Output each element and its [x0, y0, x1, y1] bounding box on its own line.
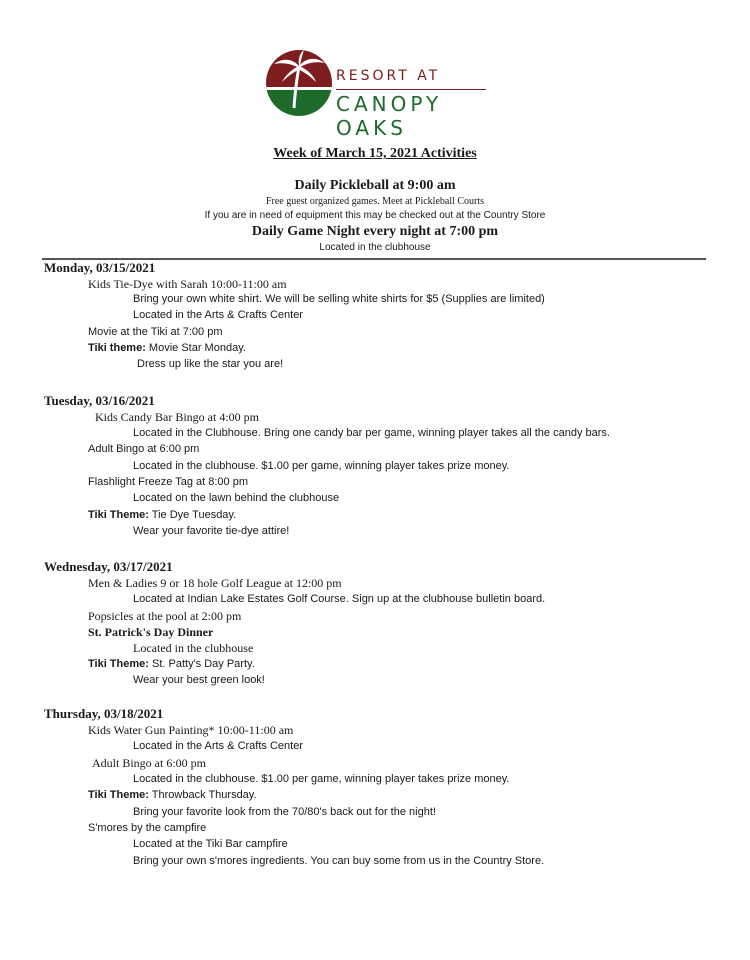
thursday-item: Adult Bingo at 6:00 pm	[92, 756, 206, 770]
thursday-detail: Bring your own s'mores ingredients. You can buy some from us in the Country Store.	[133, 855, 545, 867]
monday-item: Movie at the Tiki at 7:00 pm	[88, 326, 223, 338]
tiki-theme-label: Tiki Theme:	[88, 509, 149, 521]
tiki-theme-value: Movie Star Monday.	[145, 342, 246, 354]
monday-detail: Bring your own white shirt. We will be selling white shirts for $5 (Supplies are limited)	[133, 293, 545, 305]
tuesday-item: Flashlight Freeze Tag at 8:00 pm	[88, 476, 248, 488]
wednesday-item: Men & Ladies 9 or 18 hole Golf League at 12:00 pm	[88, 576, 342, 590]
wednesday-item: St. Patrick's Day Dinner	[88, 625, 214, 639]
tuesday-tiki-theme	[88, 509, 236, 521]
wednesday-detail: Located at Indian Lake Estates Golf Course. Sign up at the clubhouse bulletin board.	[133, 593, 546, 605]
tiki-theme-label: Tiki Theme:	[88, 658, 149, 670]
tiki-theme-label: Tiki Theme:	[88, 789, 149, 801]
tuesday-detail: Located on the lawn behind the clubhouse	[133, 492, 340, 504]
logo-divider	[336, 89, 486, 90]
resort-logo	[264, 48, 494, 140]
thursday-detail: Located at the Tiki Bar campfire	[133, 838, 288, 850]
logo-line-1: RESORT AT	[336, 68, 441, 84]
tuesday-detail: Located in the Clubhouse. Bring one candy bar per game, winning player takes all the candy bars.	[133, 427, 610, 439]
tuesday-detail: Wear your favorite tie-dye attire!	[133, 525, 290, 537]
tiki-theme-label: Tiki theme:	[88, 342, 146, 354]
pickleball-equipment: If you are in need of equipment this may be checked out at the Country Store	[204, 210, 546, 221]
thursday-detail: Located in the clubhouse. $1.00 per game, winning player takes prize money.	[133, 773, 510, 785]
tiki-theme-value: Tie Dye Tuesday.	[148, 509, 237, 521]
pickleball-desc: Free guest organized games. Meet at Pickleball Courts	[265, 196, 485, 207]
palm-tree-logo-icon	[264, 48, 334, 118]
tuesday-heading: Tuesday, 03/16/2021	[44, 393, 155, 408]
tuesday-item: Adult Bingo at 6:00 pm	[88, 443, 200, 455]
wednesday-item: Popsicles at the pool at 2:00 pm	[88, 609, 242, 623]
wednesday-tiki-theme	[88, 658, 255, 670]
gamenight-title: Daily Game Night every night at 7:00 pm	[251, 224, 499, 239]
wednesday-heading: Wednesday, 03/17/2021	[44, 559, 173, 574]
wednesday-detail: Located in the clubhouse	[133, 641, 254, 655]
tiki-theme-value: Throwback Thursday.	[148, 789, 257, 801]
thursday-tiki-theme	[88, 789, 257, 801]
monday-item: Kids Tie-Dye with Sarah 10:00-11:00 am	[88, 277, 287, 291]
gamenight-location: Located in the clubhouse	[319, 242, 431, 253]
tuesday-item: Kids Candy Bar Bingo at 4:00 pm	[95, 410, 259, 424]
pickleball-title: Daily Pickleball at 9:00 am	[294, 178, 456, 193]
monday-detail: Located in the Arts & Crafts Center	[133, 309, 303, 321]
logo-line-2: CANOPY OAKS	[336, 92, 443, 140]
tuesday-detail: Located in the clubhouse. $1.00 per game, winning player takes prize money.	[133, 460, 510, 472]
monday-tiki-theme	[88, 342, 246, 354]
thursday-detail: Bring your favorite look from the 70/80's back out for the night!	[133, 806, 436, 818]
thursday-heading: Thursday, 03/18/2021	[44, 706, 164, 721]
thursday-item: S'mores by the campfire	[88, 822, 207, 834]
monday-detail: Dress up like the star you are!	[137, 358, 284, 370]
tiki-theme-value: St. Patty's Day Party.	[148, 658, 255, 670]
monday-heading: Monday, 03/15/2021	[44, 260, 156, 275]
week-title: Week of March 15, 2021 Activities	[273, 146, 477, 161]
thursday-item: Kids Water Gun Painting* 10:00-11:00 am	[88, 723, 294, 737]
thursday-detail: Located in the Arts & Crafts Center	[133, 740, 303, 752]
wednesday-detail: Wear your best green look!	[133, 674, 265, 686]
